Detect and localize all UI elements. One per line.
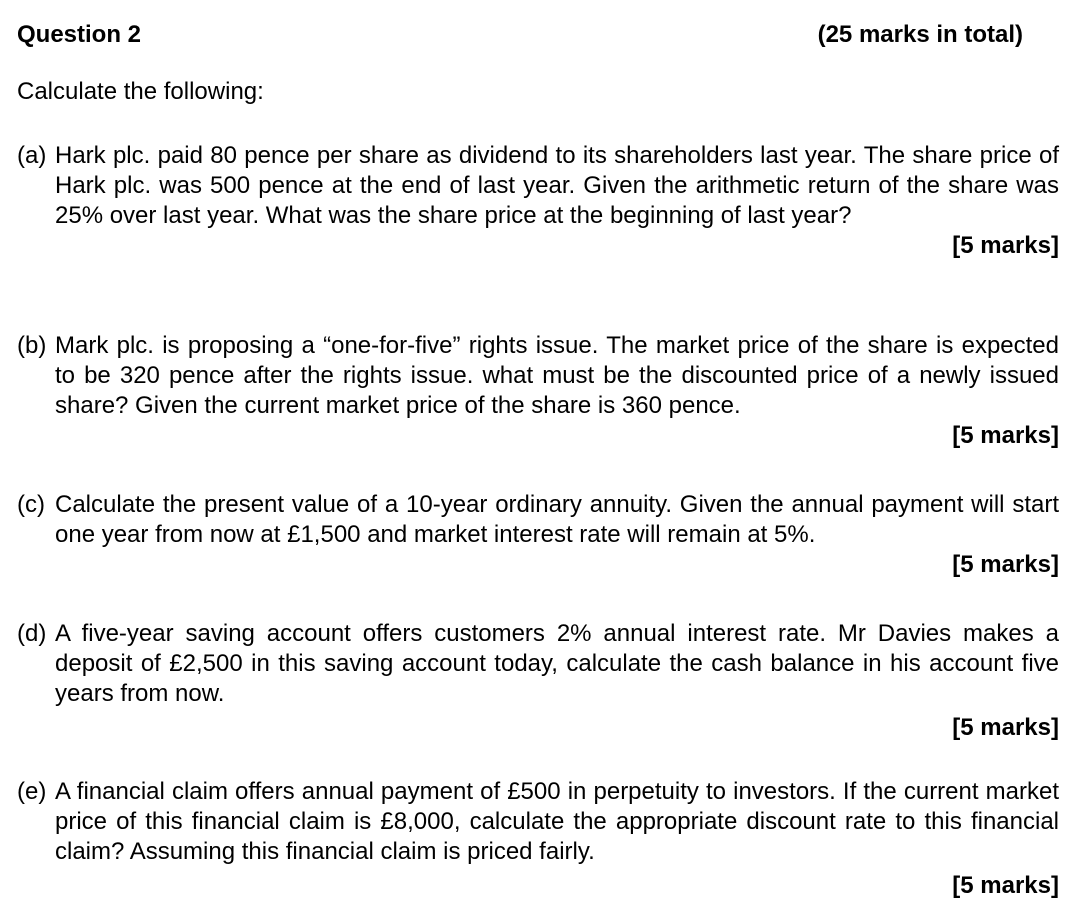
question-part-d-row bbox=[17, 619, 1059, 709]
question-part-b bbox=[17, 331, 1059, 451]
part-marks: [5 marks] bbox=[952, 872, 1059, 899]
question-part-a-row bbox=[17, 141, 1059, 231]
part-label: (d) bbox=[17, 620, 47, 647]
part-marks: [5 marks] bbox=[952, 714, 1059, 741]
part-label: (a) bbox=[17, 142, 47, 169]
part-text: A financial claim offers annual payment of £500 in perpetuity to investors. If the current market price of this financial claim is £8,000, calculate the appropriate discount rate to this financial claim? Assuming this financial claim is priced fairly. bbox=[55, 778, 1059, 865]
part-text: Calculate the present value of a 10-year ordinary annuity. Given the annual payment will start one year from now at £1,500 and market interest rate will remain at 5%. bbox=[55, 491, 1059, 548]
part-label: (b) bbox=[17, 332, 47, 359]
part-text: Hark plc. paid 80 pence per share as dividend to its shareholders last year. The share price of Hark plc. was 500 pence at the end of last year. Given the arithmetic return of the share was 25% over last year. What was the share price at the beginning of last year? bbox=[55, 142, 1059, 229]
question-part-e bbox=[17, 777, 1059, 901]
part-marks: [5 marks] bbox=[952, 551, 1059, 578]
question-part-c-row bbox=[17, 490, 1059, 550]
total-marks: (25 marks in total) bbox=[817, 21, 1023, 48]
part-label: (e) bbox=[17, 778, 47, 805]
part-marks: [5 marks] bbox=[952, 422, 1059, 449]
question-part-c bbox=[17, 490, 1059, 580]
instruction-text: Calculate the following: bbox=[17, 78, 264, 105]
question-part-a bbox=[17, 141, 1059, 261]
part-text: A five-year saving account offers customers 2% annual interest rate. Mr Davies makes a deposit of £2,500 in this saving account today, calculate the cash balance in his account five years from now. bbox=[55, 620, 1059, 707]
question-title: Question 2 bbox=[17, 21, 142, 48]
part-label: (c) bbox=[17, 491, 45, 518]
question-part-e-row bbox=[17, 777, 1059, 867]
part-marks: [5 marks] bbox=[952, 232, 1059, 259]
part-text: Mark plc. is proposing a “one-for-five” rights issue. The market price of the share is expected to be 320 pence after the rights issue. what must be the discounted price of a newly issued share? Given the current market price of the share is 360 pence. bbox=[55, 332, 1059, 419]
question-part-b-row bbox=[17, 331, 1059, 421]
question-part-d bbox=[17, 619, 1059, 743]
